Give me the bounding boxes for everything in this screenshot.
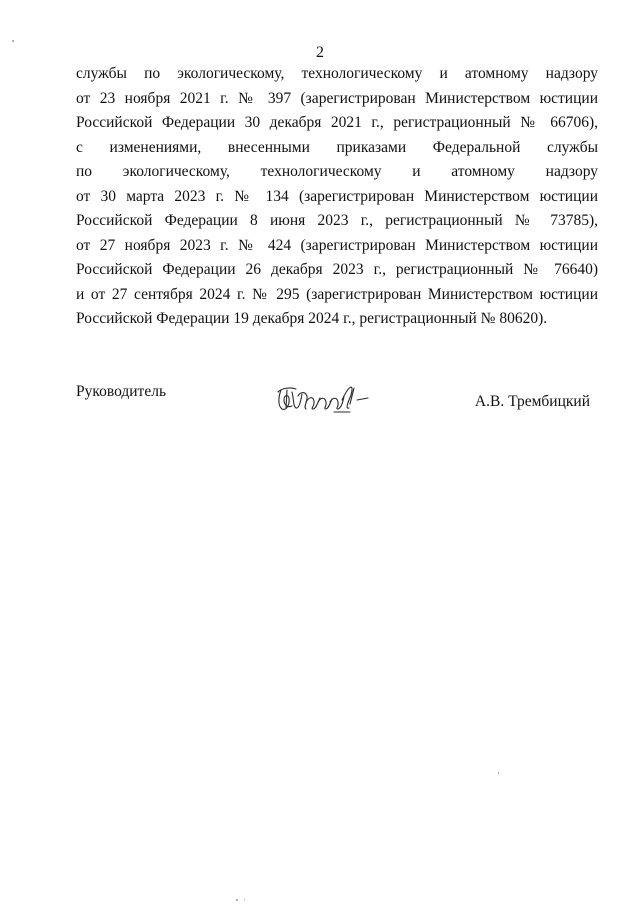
text-line: по экологическому, технологическому и атомному надзору — [76, 163, 598, 180]
text-line: от 27 ноября 2023 г. № 424 (зарегистрирован Министерством юстиции — [76, 236, 598, 254]
handwritten-signature — [272, 378, 372, 424]
signer-name: А.В. Трембицкий — [474, 393, 590, 410]
scan-speck — [236, 899, 238, 901]
text-line: Российской Федерации 30 декабря 2021 г., регистрационный № 66706), — [76, 114, 598, 131]
signer-position: Руководитель — [76, 383, 167, 400]
signature-block — [76, 378, 590, 428]
scan-speck — [244, 899, 245, 900]
text-line: с изменениями, внесенными приказами Федеральной службы — [76, 138, 598, 156]
page-number: 2 — [316, 44, 324, 61]
scan-speck — [498, 772, 499, 774]
text-line: Российской Федерации 26 декабря 2023 г., регистрационный № 76640) — [76, 261, 598, 278]
document-body — [76, 62, 598, 332]
scan-speck — [12, 40, 14, 42]
text-line: от 23 ноября 2021 г. № 397 (зарегистрирован Министерством юстиции — [76, 89, 598, 107]
text-line: и от 27 сентября 2024 г. № 295 (зарегистрирован Министерством юстиции — [76, 285, 598, 303]
text-line: службы по экологическому, технологическому и атомному надзору — [76, 65, 598, 82]
text-line: от 30 марта 2023 г. № 134 (зарегистрирован Министерством юстиции — [76, 187, 598, 205]
text-line: Российской Федерации 19 декабря 2024 г., регистрационный № 80620). — [76, 310, 548, 327]
text-line: Российской Федерации 8 июня 2023 г., регистрационный № 73785), — [76, 212, 598, 229]
